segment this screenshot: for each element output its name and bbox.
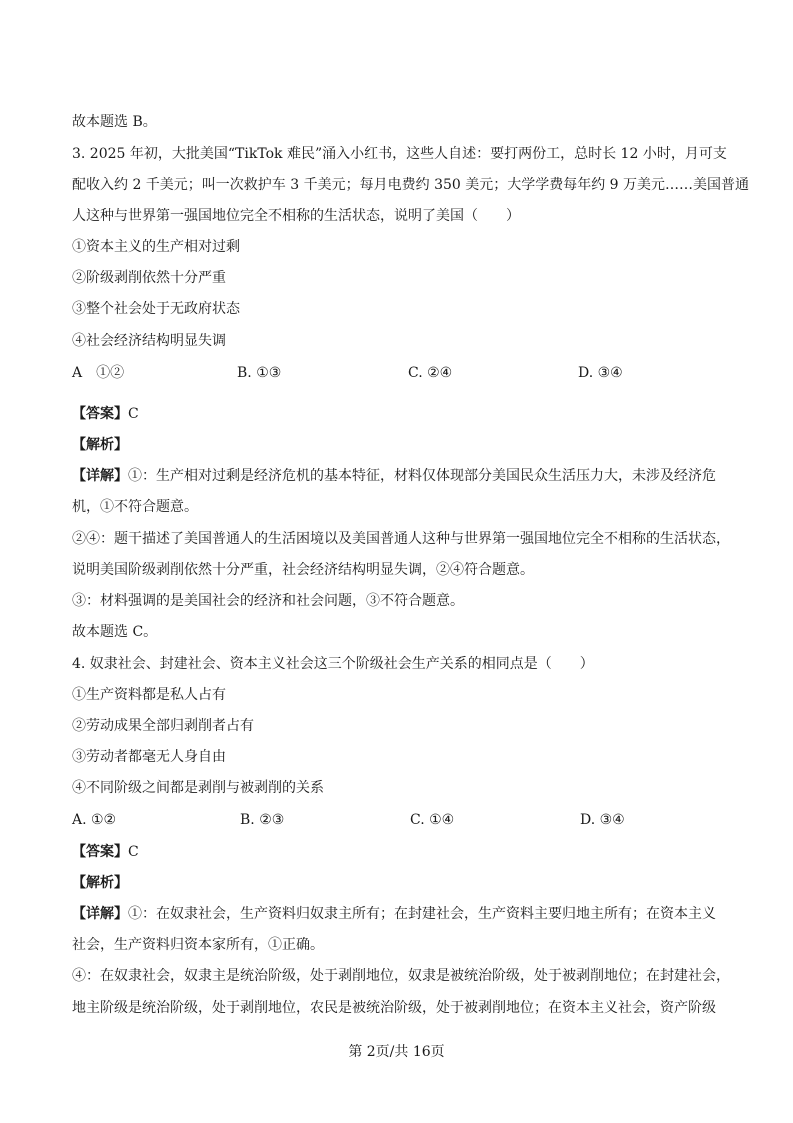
q3-option-a: A ①②	[72, 365, 125, 381]
q4-item-3: ③劳动者都毫无人身自由	[72, 749, 226, 765]
q4-option-a: A. ①②	[72, 812, 117, 828]
q3-analysis-heading	[72, 435, 128, 455]
q3-item-1: ①资本主义的生产相对过剩	[72, 239, 240, 255]
q4-option-d: D. ③④	[580, 812, 625, 828]
q4-stem: 4. 奴隶社会、封建社会、资本主义社会这三个阶级社会生产关系的相同点是（ ）	[72, 656, 594, 672]
q3-stem-line-3: 人这种与世界第一强国地位完全不相称的生活状态，说明了美国（ ）	[72, 208, 520, 224]
q3-answer	[72, 404, 139, 424]
q3-detail-line-2: 机，①不符合题意。	[72, 499, 198, 515]
q3-detail-line-3: ②④：题干描述了美国普通人的生活困境以及美国普通人这种与世界第一强国地位完全不相称的生活状态，	[72, 531, 730, 547]
q4-option-b: B. ②③	[240, 812, 285, 828]
q3-detail-line-4: 说明美国阶级剥削依然十分严重，社会经济结构明显失调，②④符合题意。	[72, 562, 534, 578]
q3-option-b: B. ①③	[237, 365, 282, 381]
q4-detail-line-4: 地主阶级是统治阶级，处于剥削地位，农民是被统治阶级，处于被剥削地位；在资本主义社会，资产阶级	[72, 1000, 716, 1016]
analysis-tag: 【解析】	[72, 437, 128, 453]
q3-option-c: C. ②④	[408, 365, 453, 381]
q3-detail-line-1	[72, 466, 716, 486]
q4-analysis-heading	[72, 873, 128, 893]
q4-item-2: ②劳动成果全部归剥削者占有	[72, 718, 254, 734]
detail-text: ①：在奴隶社会，生产资料归奴隶主所有；在封建社会，生产资料主要归地主所有；在资本主义	[128, 906, 716, 922]
q3-detail-line-5: ③：材料强调的是美国社会的经济和社会问题，③不符合题意。	[72, 593, 464, 609]
answer-value: C	[128, 844, 139, 860]
q3-item-3: ③整个社会处于无政府状态	[72, 301, 240, 317]
page-footer: 第 2页/共 16页	[348, 1044, 445, 1060]
q4-item-4: ④不同阶级之间都是剥削与被剥削的关系	[72, 780, 324, 796]
q4-detail-line-1	[72, 904, 716, 924]
q3-item-4: ④社会经济结构明显失调	[72, 333, 226, 349]
q4-option-c: C. ①④	[410, 812, 455, 828]
q4-detail-line-2: 社会，生产资料归资本家所有，①正确。	[72, 937, 324, 953]
detail-tag: 【详解】	[72, 468, 128, 484]
q3-conclusion: 故本题选 C。	[72, 624, 158, 640]
answer-value: C	[128, 406, 139, 422]
q4-item-1: ①生产资料都是私人占有	[72, 687, 226, 703]
q3-stem-line-2: 配收入约 2 千美元；叫一次救护车 3 千美元；每月电费约 350 美元；大学学费每年约 9 万美元……美国普通	[72, 177, 750, 193]
analysis-tag: 【解析】	[72, 875, 128, 891]
q3-option-d: D. ③④	[578, 365, 623, 381]
q4-answer	[72, 842, 139, 862]
q3-stem-line-1: 3. 2025 年初，大批美国“TikTok 难民”涌入小红书，这些人自述：要打两份工，总时长 12 小时，月可支	[72, 146, 727, 162]
detail-tag: 【详解】	[72, 906, 128, 922]
q3-item-2: ②阶级剥削依然十分严重	[72, 270, 226, 286]
detail-text: ①：生产相对过剩是经济危机的基本特征，材料仅体现部分美国民众生活压力大，未涉及经济危	[128, 468, 716, 484]
previous-conclusion: 故本题选 B。	[72, 114, 157, 130]
q4-detail-line-3: ④：在奴隶社会，奴隶主是统治阶级，处于剥削地位，奴隶是被统治阶级，处于被剥削地位；在封建社会，	[72, 968, 730, 984]
answer-tag: 【答案】	[72, 844, 128, 860]
answer-tag: 【答案】	[72, 406, 128, 422]
